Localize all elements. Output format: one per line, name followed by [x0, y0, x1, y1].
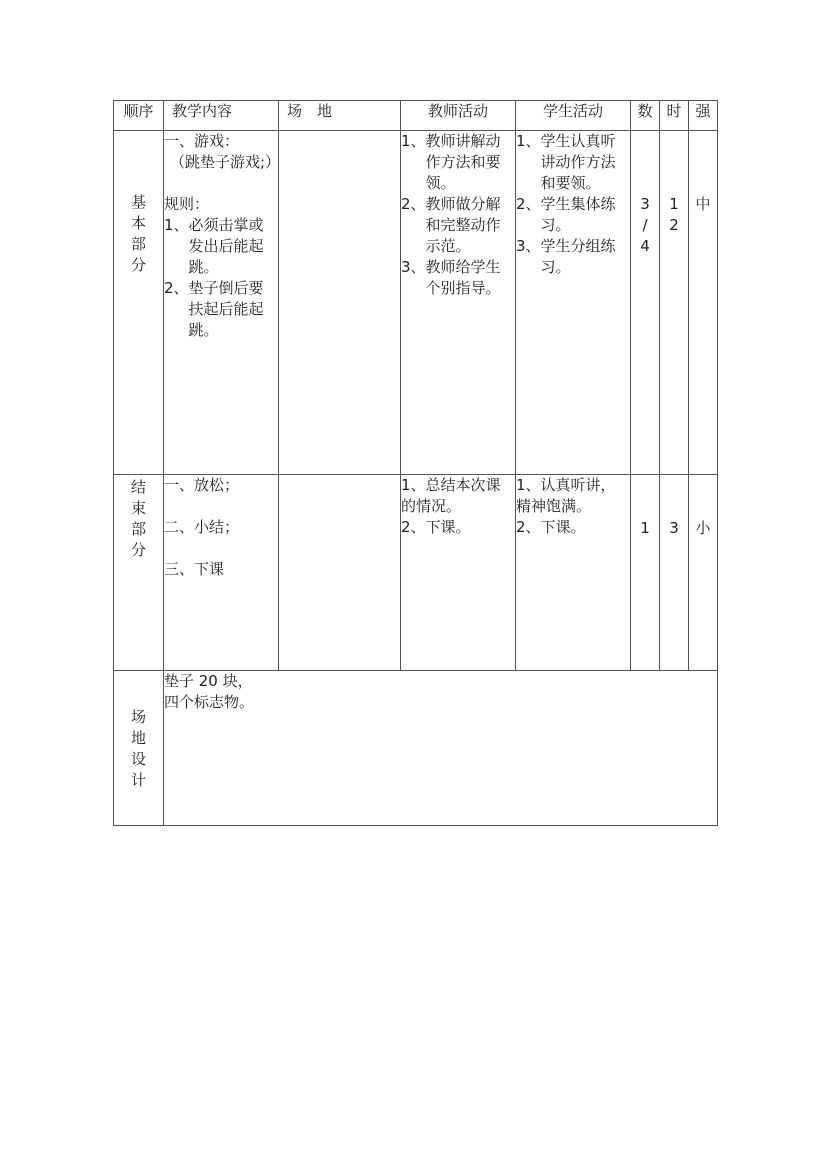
list-num: 2、 [401, 195, 426, 213]
teacher-list [401, 131, 515, 299]
lesson-plan-sheet [113, 100, 717, 826]
header-content: 教学内容 [164, 101, 279, 131]
list-text: 学生分组练习。 [540, 237, 616, 276]
basic-section-row [114, 131, 718, 475]
teacher-list [401, 475, 515, 538]
basic-venue-cell [279, 131, 401, 475]
label-char: 本 [130, 214, 146, 232]
list-num: 1、 [401, 476, 426, 494]
list-item [516, 517, 630, 538]
label-char: 部 [130, 520, 146, 538]
venue-line: 四个标志物。 [164, 693, 255, 711]
list-num: 2、 [516, 518, 541, 536]
list-text: 学生集体练习。 [540, 195, 616, 234]
rules-list [164, 215, 278, 341]
basic-count-cell [631, 131, 660, 475]
ending-section-row [114, 475, 718, 671]
list-text: 下课。 [425, 518, 471, 536]
ending-time-cell [660, 475, 689, 671]
list-text: 学生认真听讲动作方法和要领。 [540, 132, 616, 192]
count-value: 1 [640, 519, 650, 537]
ending-count-cell [631, 475, 660, 671]
basic-intensity-cell [689, 131, 718, 475]
count-char: 3 [640, 195, 650, 213]
header-intensity: 强 [689, 101, 718, 131]
basic-time-cell [660, 131, 689, 475]
header-row [114, 101, 718, 131]
label-char: 计 [130, 771, 146, 789]
list-text: 必须击掌或发出后能起跳。 [188, 216, 264, 276]
list-item [401, 131, 515, 194]
student-list [516, 475, 630, 538]
list-item [164, 215, 278, 278]
list-text [401, 475, 515, 517]
venue-design-label [114, 671, 164, 826]
list-num: 2、 [516, 195, 541, 213]
time-value: 3 [669, 519, 679, 537]
intensity-value: 小 [695, 519, 711, 537]
basic-student-cell [516, 131, 631, 475]
label-char: 基 [130, 193, 146, 211]
list-text: 垫子倒后要扶起后能起跳。 [188, 279, 264, 339]
list-num: 3、 [516, 237, 541, 255]
label-char: 束 [130, 499, 146, 517]
list-item [401, 257, 515, 299]
label-char: 设 [130, 750, 146, 768]
ending-teacher-cell [401, 475, 516, 671]
venue-design-row [114, 671, 718, 826]
list-item [516, 475, 630, 517]
list-item [516, 131, 630, 194]
list-item [516, 194, 630, 236]
basic-teacher-cell [401, 131, 516, 475]
ending-item: 一、放松； [164, 476, 240, 494]
label-char: 地 [130, 729, 146, 747]
game-subtitle: （跳垫子游戏;） [170, 153, 281, 171]
ending-section-label [114, 475, 164, 671]
list-item [516, 236, 630, 278]
list-text: 教师讲解动作方法和要领。 [425, 132, 501, 192]
list-num: 2、 [401, 518, 426, 536]
list-text: 总结本次课的情况。 [401, 476, 501, 515]
list-text: 下课。 [540, 518, 586, 536]
ending-item: 三、下课 [164, 560, 225, 578]
rules-title: 规则： [164, 195, 210, 213]
list-text [516, 475, 630, 517]
basic-section-label [114, 131, 164, 475]
intensity-value: 中 [695, 195, 711, 213]
count-char: 4 [640, 237, 650, 255]
header-count: 数 [631, 101, 660, 131]
venue-line: 垫子 20 块， [164, 672, 253, 690]
header-order: 顺序 [114, 101, 164, 131]
ending-venue-cell [279, 475, 401, 671]
header-student: 学生活动 [516, 101, 631, 131]
list-item [401, 194, 515, 257]
student-list [516, 131, 630, 278]
label-char: 分 [130, 256, 146, 274]
list-text: 认真听讲，精神饱满。 [516, 476, 616, 515]
ending-intensity-cell [689, 475, 718, 671]
label-char: 结 [130, 478, 146, 496]
time-char: 2 [669, 216, 679, 234]
list-item [401, 517, 515, 538]
list-num: 1、 [164, 216, 189, 234]
game-title: 一、游戏： [164, 132, 240, 150]
venue-design-content [164, 671, 718, 826]
count-char: / [642, 216, 648, 234]
header-time: 时 [660, 101, 689, 131]
label-char: 分 [130, 541, 146, 559]
ending-content-cell [164, 475, 279, 671]
list-num: 1、 [516, 132, 541, 150]
list-item [164, 278, 278, 341]
lesson-plan-table [113, 100, 718, 826]
label-char: 部 [130, 235, 146, 253]
list-num: 3、 [401, 258, 426, 276]
header-teacher: 教师活动 [401, 101, 516, 131]
basic-content-cell [164, 131, 279, 475]
header-venue: 场 地 [279, 101, 401, 131]
list-text: 教师给学生个别指导。 [425, 258, 501, 297]
list-num: 2、 [164, 279, 189, 297]
list-num: 1、 [516, 476, 541, 494]
list-text: 教师做分解和完整动作示范。 [425, 195, 501, 255]
list-num: 1、 [401, 132, 426, 150]
ending-student-cell [516, 475, 631, 671]
time-char: 1 [669, 195, 679, 213]
ending-item: 二、小结； [164, 518, 240, 536]
list-item [401, 475, 515, 517]
label-char: 场 [130, 708, 146, 726]
